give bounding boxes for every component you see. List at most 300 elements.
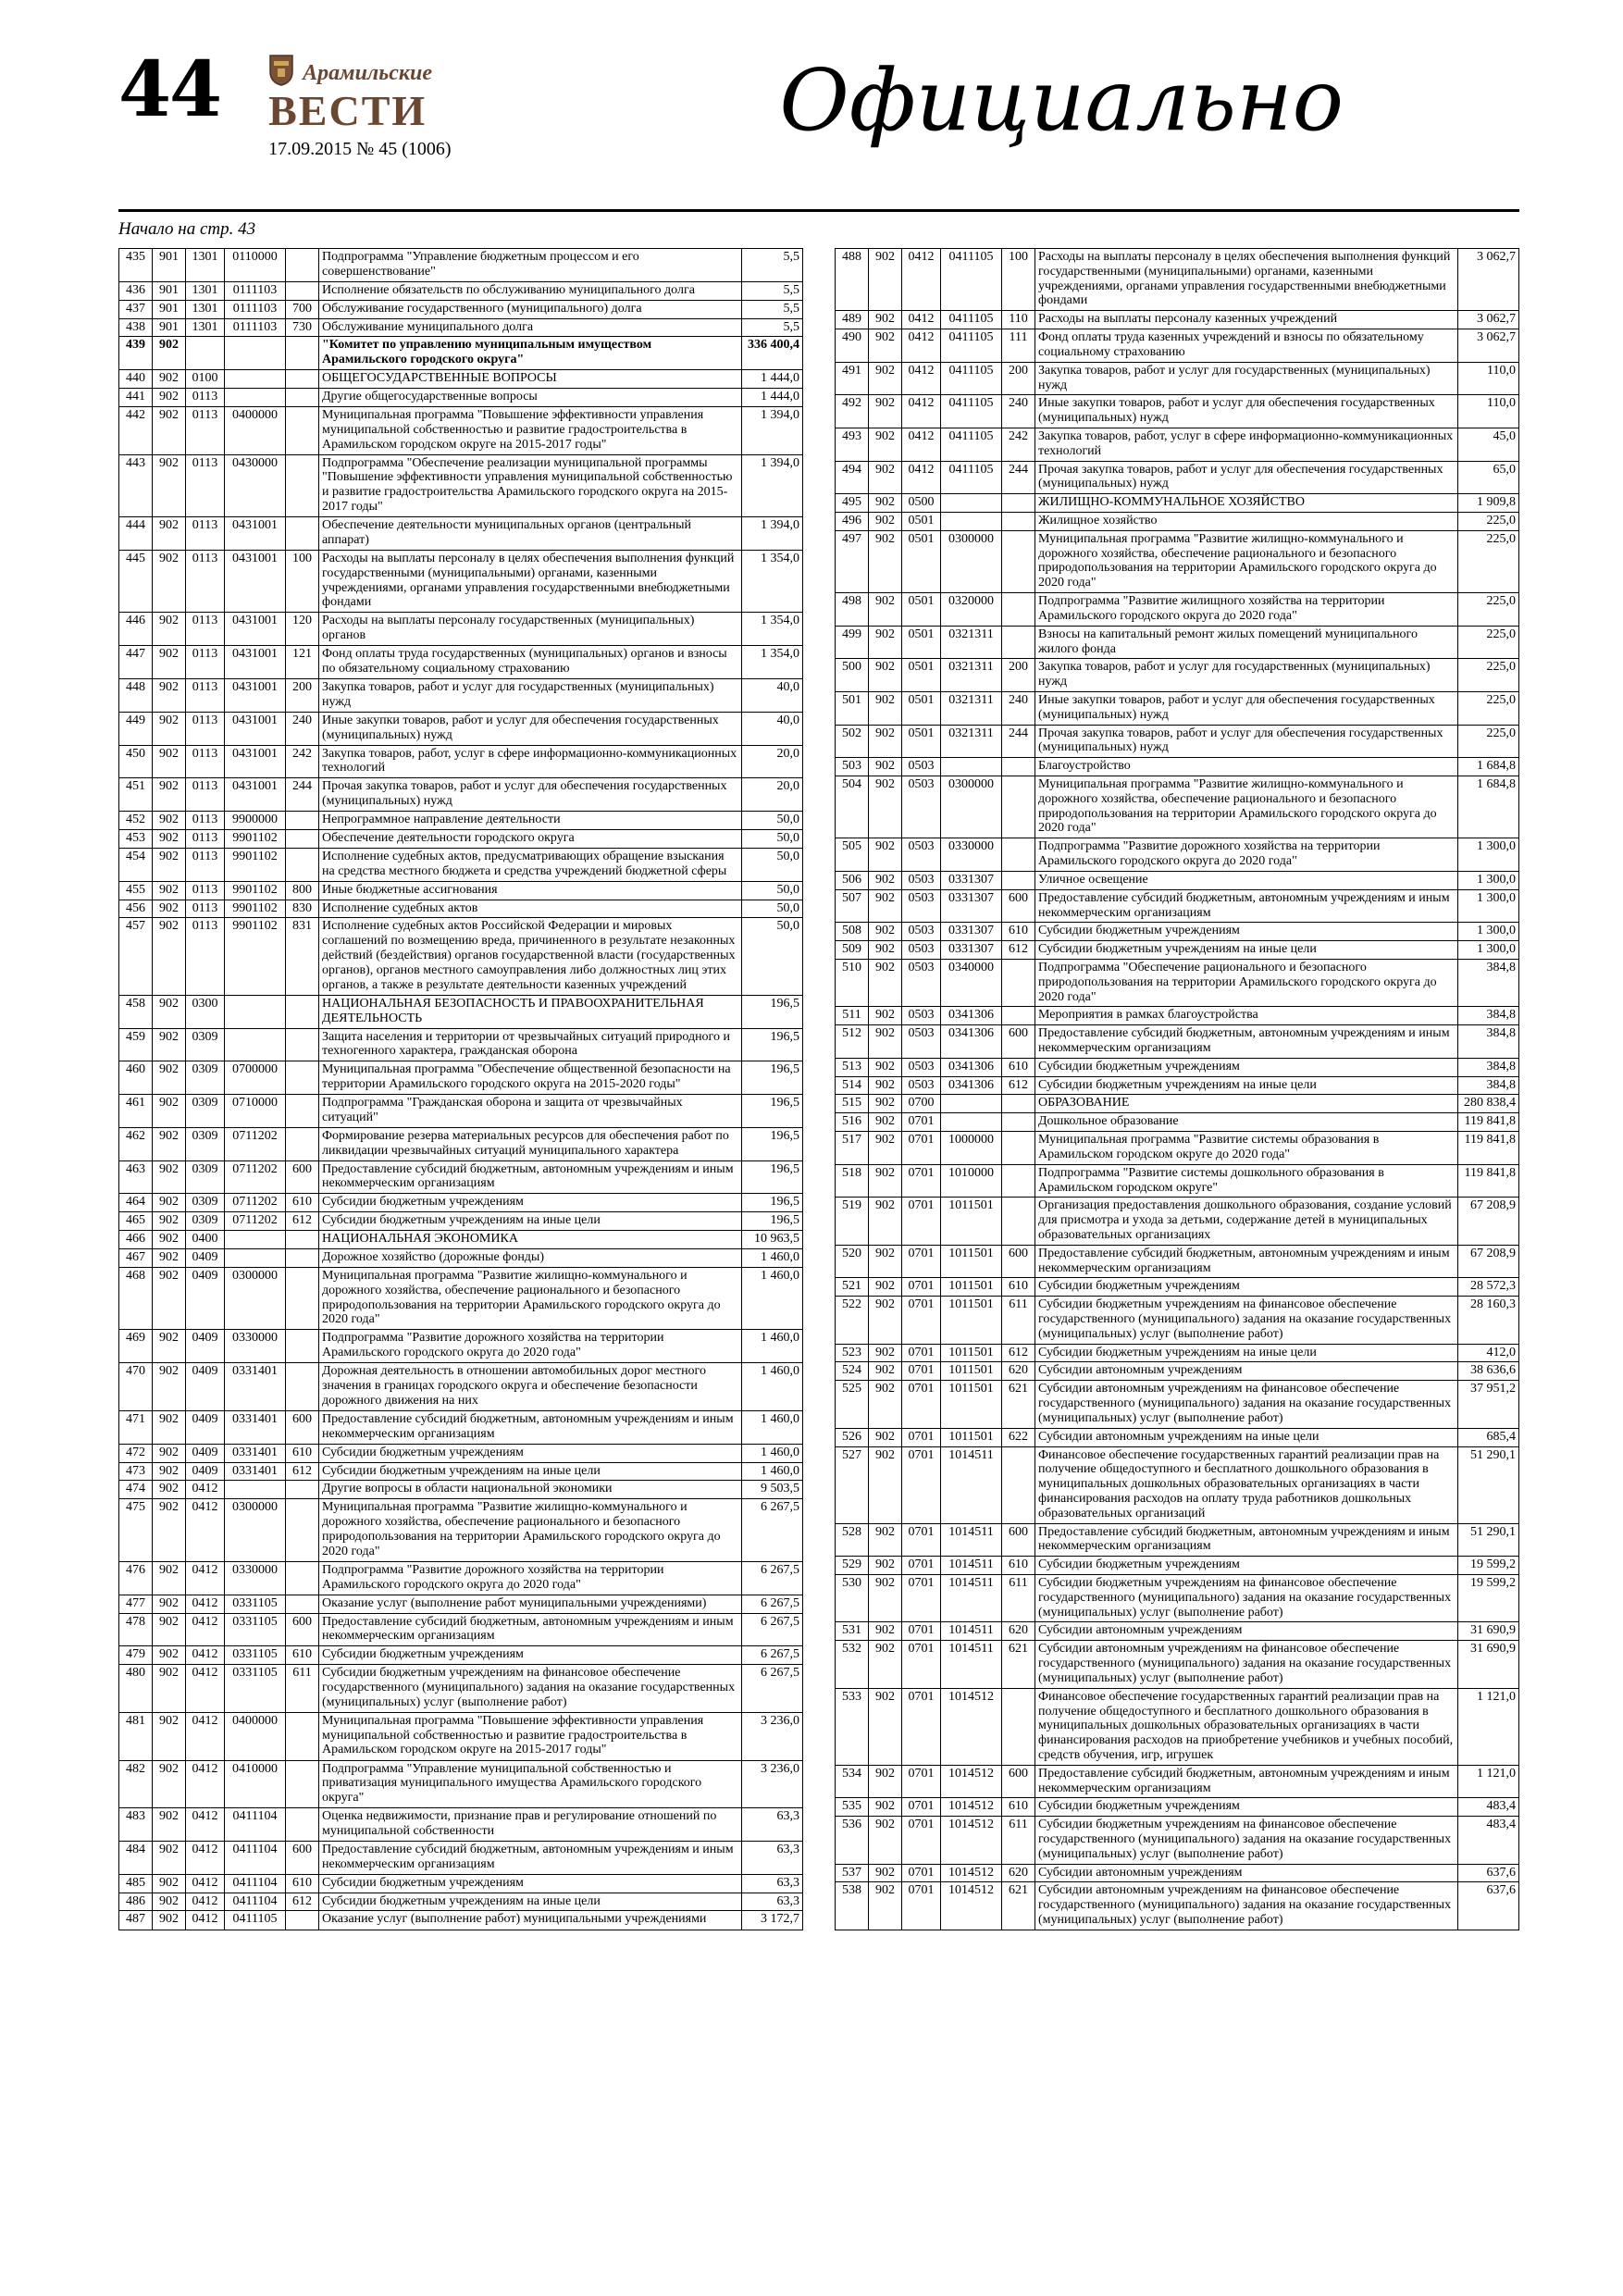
cell-admin-code: 902 (153, 1665, 186, 1713)
cell-target-article-code (225, 1231, 286, 1249)
table-row (836, 838, 1519, 872)
cell-section-code: 0503 (902, 758, 941, 776)
cell-expense-type-code (286, 1267, 319, 1330)
cell-expense-type-code: 730 (286, 318, 319, 337)
issue-date: 17.09.2015 (268, 139, 353, 159)
cell-description: Субсидии бюджетным учреждениям на иные цели (319, 1212, 742, 1231)
budget-table-area (118, 248, 1519, 1930)
cell-target-article-code: 0411104 (225, 1841, 286, 1874)
cell-row-number: 462 (119, 1127, 153, 1160)
cell-row-number: 474 (119, 1481, 153, 1499)
cell-description: Субсидии бюджетным учреждениям (1035, 1278, 1458, 1297)
cell-description: Субсидии бюджетным учреждениям (319, 1444, 742, 1462)
cell-description: Взносы на капитальный ремонт жилых помещений муниципального жилого фонда (1035, 626, 1458, 659)
cell-amount: 1 460,0 (742, 1462, 803, 1481)
cell-admin-code: 902 (153, 812, 186, 830)
cell-amount: 384,8 (1458, 1058, 1519, 1076)
cell-section-code: 0409 (186, 1330, 225, 1363)
cell-row-number: 445 (119, 550, 153, 613)
cell-section-code: 0300 (186, 995, 225, 1028)
table-row (119, 1061, 803, 1095)
cell-amount: 1 684,8 (1458, 776, 1519, 838)
cell-section-code: 0701 (902, 1245, 941, 1278)
cell-admin-code: 902 (869, 1622, 902, 1641)
masthead-city-name: Арамильские (303, 60, 433, 85)
cell-amount: 384,8 (1458, 1076, 1519, 1095)
table-row (836, 461, 1519, 494)
cell-expense-type-code (286, 1481, 319, 1499)
cell-description: Субсидии бюджетным учреждениям на иные цели (1035, 941, 1458, 960)
table-row (119, 1444, 803, 1462)
cell-section-code: 0701 (902, 1765, 941, 1798)
cell-description: Закупка товаров, работ и услуг для государственных (муниципальных) нужд (1035, 659, 1458, 692)
table-row (119, 646, 803, 679)
cell-description: Обслуживание муниципального долга (319, 318, 742, 337)
cell-expense-type-code (286, 1127, 319, 1160)
table-row (836, 530, 1519, 592)
cell-expense-type-code (1002, 1688, 1035, 1765)
cell-admin-code: 902 (869, 941, 902, 960)
cell-description: Уличное освещение (1035, 871, 1458, 889)
cell-expense-type-code: 610 (286, 1194, 319, 1212)
cell-admin-code: 902 (869, 1446, 902, 1523)
cell-amount: 1 460,0 (742, 1267, 803, 1330)
cell-target-article-code: 0111103 (225, 300, 286, 318)
cell-expense-type-code: 610 (1002, 1278, 1035, 1297)
cell-admin-code: 902 (153, 406, 186, 454)
cell-row-number: 503 (836, 758, 869, 776)
cell-admin-code: 902 (869, 513, 902, 531)
table-row (836, 494, 1519, 513)
cell-description: Субсидии автономным учреждениям (1035, 1864, 1458, 1882)
cell-row-number: 495 (836, 494, 869, 513)
cell-row-number: 493 (836, 428, 869, 461)
cell-description: Исполнение судебных актов, предусматривающих обращение взыскания на средства местного бюджета и средства учреждений бюджетной сферы (319, 848, 742, 881)
cell-target-article-code: 0341306 (941, 1025, 1002, 1059)
cell-description: Закупка товаров, работ и услуг для государственных (муниципальных) нужд (1035, 362, 1458, 395)
cell-row-number: 531 (836, 1622, 869, 1641)
cell-admin-code: 902 (153, 712, 186, 745)
cell-target-article-code: 0340000 (941, 959, 1002, 1006)
cell-expense-type-code: 620 (1002, 1622, 1035, 1641)
cell-target-article-code (941, 513, 1002, 531)
cell-expense-type-code: 100 (286, 550, 319, 613)
cell-row-number: 520 (836, 1245, 869, 1278)
table-row (119, 829, 803, 848)
cell-admin-code: 902 (869, 1688, 902, 1765)
cell-amount: 196,5 (742, 1194, 803, 1212)
cell-target-article-code: 0411105 (941, 311, 1002, 329)
cell-expense-type-code (286, 1808, 319, 1842)
cell-row-number: 501 (836, 691, 869, 725)
cell-expense-type-code: 600 (286, 1613, 319, 1646)
cell-expense-type-code (286, 337, 319, 370)
table-row (836, 1575, 1519, 1622)
cell-target-article-code: 0111103 (225, 318, 286, 337)
cell-section-code: 0409 (186, 1444, 225, 1462)
cell-row-number: 509 (836, 941, 869, 960)
cell-amount: 1 354,0 (742, 613, 803, 646)
cell-admin-code: 902 (153, 1893, 186, 1911)
cell-section-code: 0701 (902, 1362, 941, 1381)
cell-row-number: 498 (836, 593, 869, 627)
cell-expense-type-code (1002, 530, 1035, 592)
cell-expense-type-code: 611 (1002, 1817, 1035, 1864)
cell-admin-code: 902 (869, 1245, 902, 1278)
cell-row-number: 457 (119, 918, 153, 995)
cell-target-article-code: 0431001 (225, 517, 286, 551)
cell-admin-code: 902 (869, 758, 902, 776)
cell-amount: 3 236,0 (742, 1760, 803, 1808)
cell-expense-type-code: 831 (286, 918, 319, 995)
cell-section-code: 0503 (902, 941, 941, 960)
cell-amount: 225,0 (1458, 513, 1519, 531)
table-row (119, 881, 803, 900)
cell-row-number: 489 (836, 311, 869, 329)
cell-section-code: 0503 (902, 776, 941, 838)
cell-expense-type-code: 830 (286, 900, 319, 918)
table-row (119, 1363, 803, 1411)
cell-admin-code: 902 (153, 918, 186, 995)
cell-amount: 1 121,0 (1458, 1765, 1519, 1798)
table-row (836, 1446, 1519, 1523)
table-row (836, 593, 1519, 627)
cell-description: Муниципальная программа "Повышение эффективности управления муниципальной собственностью и развитие градостроительства в Арамильском городском округе на 2015-2017 годы" (319, 406, 742, 454)
table-row (119, 1893, 803, 1911)
cell-row-number: 506 (836, 871, 869, 889)
cell-target-article-code: 1011501 (941, 1278, 1002, 1297)
cell-section-code: 0309 (186, 1160, 225, 1194)
table-row (119, 1613, 803, 1646)
cell-row-number: 481 (119, 1712, 153, 1760)
cell-section-code: 0412 (902, 461, 941, 494)
cell-target-article-code (225, 370, 286, 389)
cell-expense-type-code: 621 (1002, 1641, 1035, 1688)
table-row (119, 1481, 803, 1499)
cell-target-article-code (225, 1028, 286, 1061)
cell-target-article-code (225, 337, 286, 370)
cell-expense-type-code (286, 406, 319, 454)
cell-section-code: 0701 (902, 1132, 941, 1165)
cell-expense-type-code (1002, 959, 1035, 1006)
cell-row-number: 524 (836, 1362, 869, 1381)
table-row (119, 550, 803, 613)
cell-description: Муниципальная программа "Развитие жилищно-коммунального и дорожного хозяйства, обеспечение рационального и безопасного природопользования на территории Арамильского городского округа до 2020 года" (1035, 776, 1458, 838)
cell-expense-type-code (286, 995, 319, 1028)
cell-admin-code: 902 (153, 1330, 186, 1363)
cell-expense-type-code (1002, 1095, 1035, 1113)
cell-admin-code: 902 (869, 1278, 902, 1297)
cell-target-article-code: 0431001 (225, 679, 286, 713)
cell-expense-type-code (1002, 494, 1035, 513)
cell-row-number: 442 (119, 406, 153, 454)
cell-section-code: 0503 (902, 871, 941, 889)
cell-amount: 196,5 (742, 1212, 803, 1231)
cell-row-number: 504 (836, 776, 869, 838)
cell-section-code: 0113 (186, 646, 225, 679)
cell-amount: 637,6 (1458, 1864, 1519, 1882)
table-row (119, 1160, 803, 1194)
cell-amount: 225,0 (1458, 691, 1519, 725)
cell-description: ОБРАЗОВАНИЕ (1035, 1095, 1458, 1113)
cell-row-number: 443 (119, 454, 153, 517)
cell-expense-type-code: 600 (1002, 1765, 1035, 1798)
cell-expense-type-code: 620 (1002, 1362, 1035, 1381)
cell-expense-type-code: 611 (1002, 1297, 1035, 1344)
cell-row-number: 487 (119, 1911, 153, 1930)
cell-section-code: 0503 (902, 838, 941, 872)
cell-target-article-code: 0431001 (225, 613, 286, 646)
cell-description: Подпрограмма "Управление муниципальной собственностью и приватизация муниципального имущества Арамильского городского округа" (319, 1760, 742, 1808)
cell-target-article-code: 9901102 (225, 918, 286, 995)
cell-row-number: 473 (119, 1462, 153, 1481)
cell-description: Подпрограмма "Управление бюджетным процессом и его совершенствование" (319, 249, 742, 282)
cell-target-article-code: 1014511 (941, 1575, 1002, 1622)
cell-admin-code: 902 (153, 1712, 186, 1760)
cell-amount: 31 690,9 (1458, 1622, 1519, 1641)
cell-section-code: 0113 (186, 454, 225, 517)
cell-section-code: 0701 (902, 1798, 941, 1817)
cell-section-code: 0113 (186, 881, 225, 900)
cell-target-article-code: 1011501 (941, 1428, 1002, 1446)
cell-row-number: 515 (836, 1095, 869, 1113)
cell-target-article-code: 1014512 (941, 1765, 1002, 1798)
cell-admin-code: 902 (869, 1882, 902, 1930)
cell-description: Обслуживание государственного (муниципального) долга (319, 300, 742, 318)
cell-target-article-code: 0331105 (225, 1613, 286, 1646)
table-row (119, 406, 803, 454)
cell-admin-code: 902 (869, 329, 902, 363)
cell-description: Предоставление субсидий бюджетным, автономным учреждениям и иным некоммерческим организациям (1035, 889, 1458, 923)
cell-target-article-code: 0330000 (225, 1561, 286, 1595)
cell-description: Подпрограмма "Развитие дорожного хозяйства на территории Арамильского городского округа до 2020 года" (1035, 838, 1458, 872)
table-row (836, 1076, 1519, 1095)
cell-description: Субсидии автономным учреждениям (1035, 1622, 1458, 1641)
cell-amount: 40,0 (742, 679, 803, 713)
cell-admin-code: 902 (869, 1864, 902, 1882)
cell-expense-type-code: 121 (286, 646, 319, 679)
cell-row-number: 483 (119, 1808, 153, 1842)
cell-section-code: 0503 (902, 1076, 941, 1095)
cell-admin-code: 901 (153, 318, 186, 337)
cell-target-article-code: 0400000 (225, 406, 286, 454)
cell-section-code: 0113 (186, 778, 225, 812)
cell-expense-type-code (286, 848, 319, 881)
cell-admin-code: 902 (869, 1523, 902, 1557)
cell-section-code: 0501 (902, 691, 941, 725)
cell-description: Другие общегосударственные вопросы (319, 389, 742, 407)
cell-section-code: 0113 (186, 517, 225, 551)
cell-section-code: 0701 (902, 1113, 941, 1132)
cell-admin-code: 902 (869, 1381, 902, 1428)
cell-expense-type-code: 610 (286, 1874, 319, 1893)
cell-amount: 6 267,5 (742, 1665, 803, 1713)
cell-target-article-code: 0411105 (941, 428, 1002, 461)
cell-amount: 50,0 (742, 848, 803, 881)
cell-target-article-code: 0331307 (941, 889, 1002, 923)
cell-section-code: 0412 (186, 1760, 225, 1808)
cell-admin-code: 902 (153, 1160, 186, 1194)
cell-row-number: 436 (119, 281, 153, 300)
cell-expense-type-code: 700 (286, 300, 319, 318)
cell-expense-type-code (286, 1330, 319, 1363)
cell-admin-code: 902 (869, 1198, 902, 1245)
cell-row-number: 496 (836, 513, 869, 531)
cell-row-number: 518 (836, 1164, 869, 1198)
cell-target-article-code: 0331105 (225, 1646, 286, 1665)
cell-row-number: 532 (836, 1641, 869, 1688)
cell-row-number: 533 (836, 1688, 869, 1765)
cell-expense-type-code: 610 (286, 1646, 319, 1665)
table-row (836, 1007, 1519, 1025)
cell-description: Субсидии бюджетным учреждениям на финансовое обеспечение государственного (муниципального) задания на оказание государственных (муниципальных) услуг (выполнение работ) (319, 1665, 742, 1713)
cell-row-number: 516 (836, 1113, 869, 1132)
masthead-title: ВЕСТИ (268, 87, 427, 134)
cell-admin-code: 901 (153, 300, 186, 318)
cell-amount: 1 300,0 (1458, 923, 1519, 941)
cell-admin-code: 902 (869, 1007, 902, 1025)
table-row (119, 1267, 803, 1330)
table-row (119, 1330, 803, 1363)
cell-section-code: 0701 (902, 1882, 941, 1930)
cell-section-code: 0412 (186, 1841, 225, 1874)
cell-admin-code: 902 (869, 1025, 902, 1059)
cell-row-number: 511 (836, 1007, 869, 1025)
cell-section-code: 0113 (186, 918, 225, 995)
cell-row-number: 471 (119, 1410, 153, 1444)
cell-amount: 412,0 (1458, 1344, 1519, 1362)
cell-row-number: 441 (119, 389, 153, 407)
cell-description: Расходы на выплаты персоналу в целях обеспечения выполнения функций государственными (муниципальными) органами, казенными учреждениями, органами управления государственными внебюджетными фондами (1035, 249, 1458, 311)
table-row (836, 1765, 1519, 1798)
cell-expense-type-code (286, 829, 319, 848)
cell-target-article-code: 0411104 (225, 1874, 286, 1893)
cell-section-code: 0412 (186, 1499, 225, 1562)
cell-row-number: 478 (119, 1613, 153, 1646)
cell-row-number: 472 (119, 1444, 153, 1462)
cell-admin-code: 902 (869, 461, 902, 494)
cell-admin-code: 902 (153, 1444, 186, 1462)
cell-admin-code: 902 (153, 1595, 186, 1613)
cell-description: Прочая закупка товаров, работ и услуг для обеспечения государственных (муниципальных) нужд (1035, 725, 1458, 758)
cell-expense-type-code: 612 (1002, 1344, 1035, 1362)
cell-description: Иные бюджетные ассигнования (319, 881, 742, 900)
cell-amount: 225,0 (1458, 530, 1519, 592)
table-row (836, 659, 1519, 692)
cell-admin-code: 902 (869, 428, 902, 461)
table-row (119, 1595, 803, 1613)
table-row (119, 1841, 803, 1874)
cell-expense-type-code: 611 (1002, 1575, 1035, 1622)
cell-description: Исполнение судебных актов (319, 900, 742, 918)
cell-expense-type-code: 240 (286, 712, 319, 745)
cell-target-article-code: 0300000 (225, 1499, 286, 1562)
cell-section-code: 0113 (186, 812, 225, 830)
cell-amount: 63,3 (742, 1808, 803, 1842)
cell-expense-type-code (286, 249, 319, 282)
table-row (836, 871, 1519, 889)
cell-admin-code: 902 (869, 1798, 902, 1817)
cell-amount: 50,0 (742, 829, 803, 848)
cell-expense-type-code (286, 1499, 319, 1562)
table-row (836, 1297, 1519, 1344)
cell-row-number: 517 (836, 1132, 869, 1165)
issue-number: № 45 (1006) (356, 139, 452, 159)
cell-admin-code: 901 (153, 249, 186, 282)
cell-amount: 65,0 (1458, 461, 1519, 494)
cell-section-code: 0100 (186, 370, 225, 389)
cell-amount: 685,4 (1458, 1428, 1519, 1446)
cell-amount: 1 460,0 (742, 1249, 803, 1268)
table-row (119, 918, 803, 995)
cell-target-article-code: 1011501 (941, 1381, 1002, 1428)
cell-expense-type-code: 244 (1002, 461, 1035, 494)
cell-amount: 3 062,7 (1458, 249, 1519, 311)
cell-description: Субсидии автономным учреждениям (1035, 1362, 1458, 1381)
cell-admin-code: 902 (153, 517, 186, 551)
cell-target-article-code: 1011501 (941, 1245, 1002, 1278)
cell-amount: 110,0 (1458, 395, 1519, 428)
cell-description: Субсидии бюджетным учреждениям на финансовое обеспечение государственного (муниципального) задания на оказание государственных (муниципальных) услуг (выполнение работ) (1035, 1297, 1458, 1344)
cell-description: Подпрограмма "Обеспечение реализации муниципальной программы "Повышение эффективности управления муниципальной собственностью и развитие градостроительства Арамильского городского округа на 2015-2017 годы" (319, 454, 742, 517)
cell-expense-type-code (1002, 626, 1035, 659)
cell-expense-type-code (286, 1712, 319, 1760)
cell-admin-code: 902 (869, 1344, 902, 1362)
table-row (119, 517, 803, 551)
cell-amount: 19 599,2 (1458, 1557, 1519, 1575)
cell-target-article-code: 0411105 (941, 329, 1002, 363)
table-row (119, 300, 803, 318)
cell-row-number: 492 (836, 395, 869, 428)
cell-amount: 1 460,0 (742, 1363, 803, 1411)
cell-amount: 637,6 (1458, 1882, 1519, 1930)
table-row (836, 1817, 1519, 1864)
cell-description: Субсидии бюджетным учреждениям (319, 1194, 742, 1212)
cell-expense-type-code: 621 (1002, 1381, 1035, 1428)
cell-section-code: 1301 (186, 318, 225, 337)
cell-target-article-code: 0331307 (941, 871, 1002, 889)
cell-expense-type-code: 600 (1002, 889, 1035, 923)
cell-expense-type-code: 200 (1002, 362, 1035, 395)
cell-target-article-code: 1014512 (941, 1688, 1002, 1765)
cell-admin-code: 902 (869, 395, 902, 428)
cell-row-number: 448 (119, 679, 153, 713)
cell-target-article-code: 1011501 (941, 1297, 1002, 1344)
cell-row-number: 450 (119, 745, 153, 778)
cell-amount: 1 300,0 (1458, 889, 1519, 923)
cell-target-article-code (941, 1095, 1002, 1113)
cell-amount: 63,3 (742, 1841, 803, 1874)
cell-amount: 20,0 (742, 778, 803, 812)
cell-amount: 196,5 (742, 1127, 803, 1160)
cell-description: Жилищное хозяйство (1035, 513, 1458, 531)
cell-expense-type-code (286, 389, 319, 407)
cell-expense-type-code (286, 517, 319, 551)
cell-amount: 225,0 (1458, 725, 1519, 758)
cell-row-number: 530 (836, 1575, 869, 1622)
cell-target-article-code: 0321311 (941, 725, 1002, 758)
cell-amount: 6 267,5 (742, 1561, 803, 1595)
cell-admin-code: 902 (869, 923, 902, 941)
cell-amount: 483,4 (1458, 1798, 1519, 1817)
cell-row-number: 490 (836, 329, 869, 363)
cell-amount: 119 841,8 (1458, 1132, 1519, 1165)
table-row (119, 1808, 803, 1842)
table-row (836, 1864, 1519, 1882)
cell-description: Прочая закупка товаров, работ и услуг для обеспечения государственных (муниципальных) нужд (319, 778, 742, 812)
cell-expense-type-code (286, 1595, 319, 1613)
masthead (268, 52, 451, 160)
